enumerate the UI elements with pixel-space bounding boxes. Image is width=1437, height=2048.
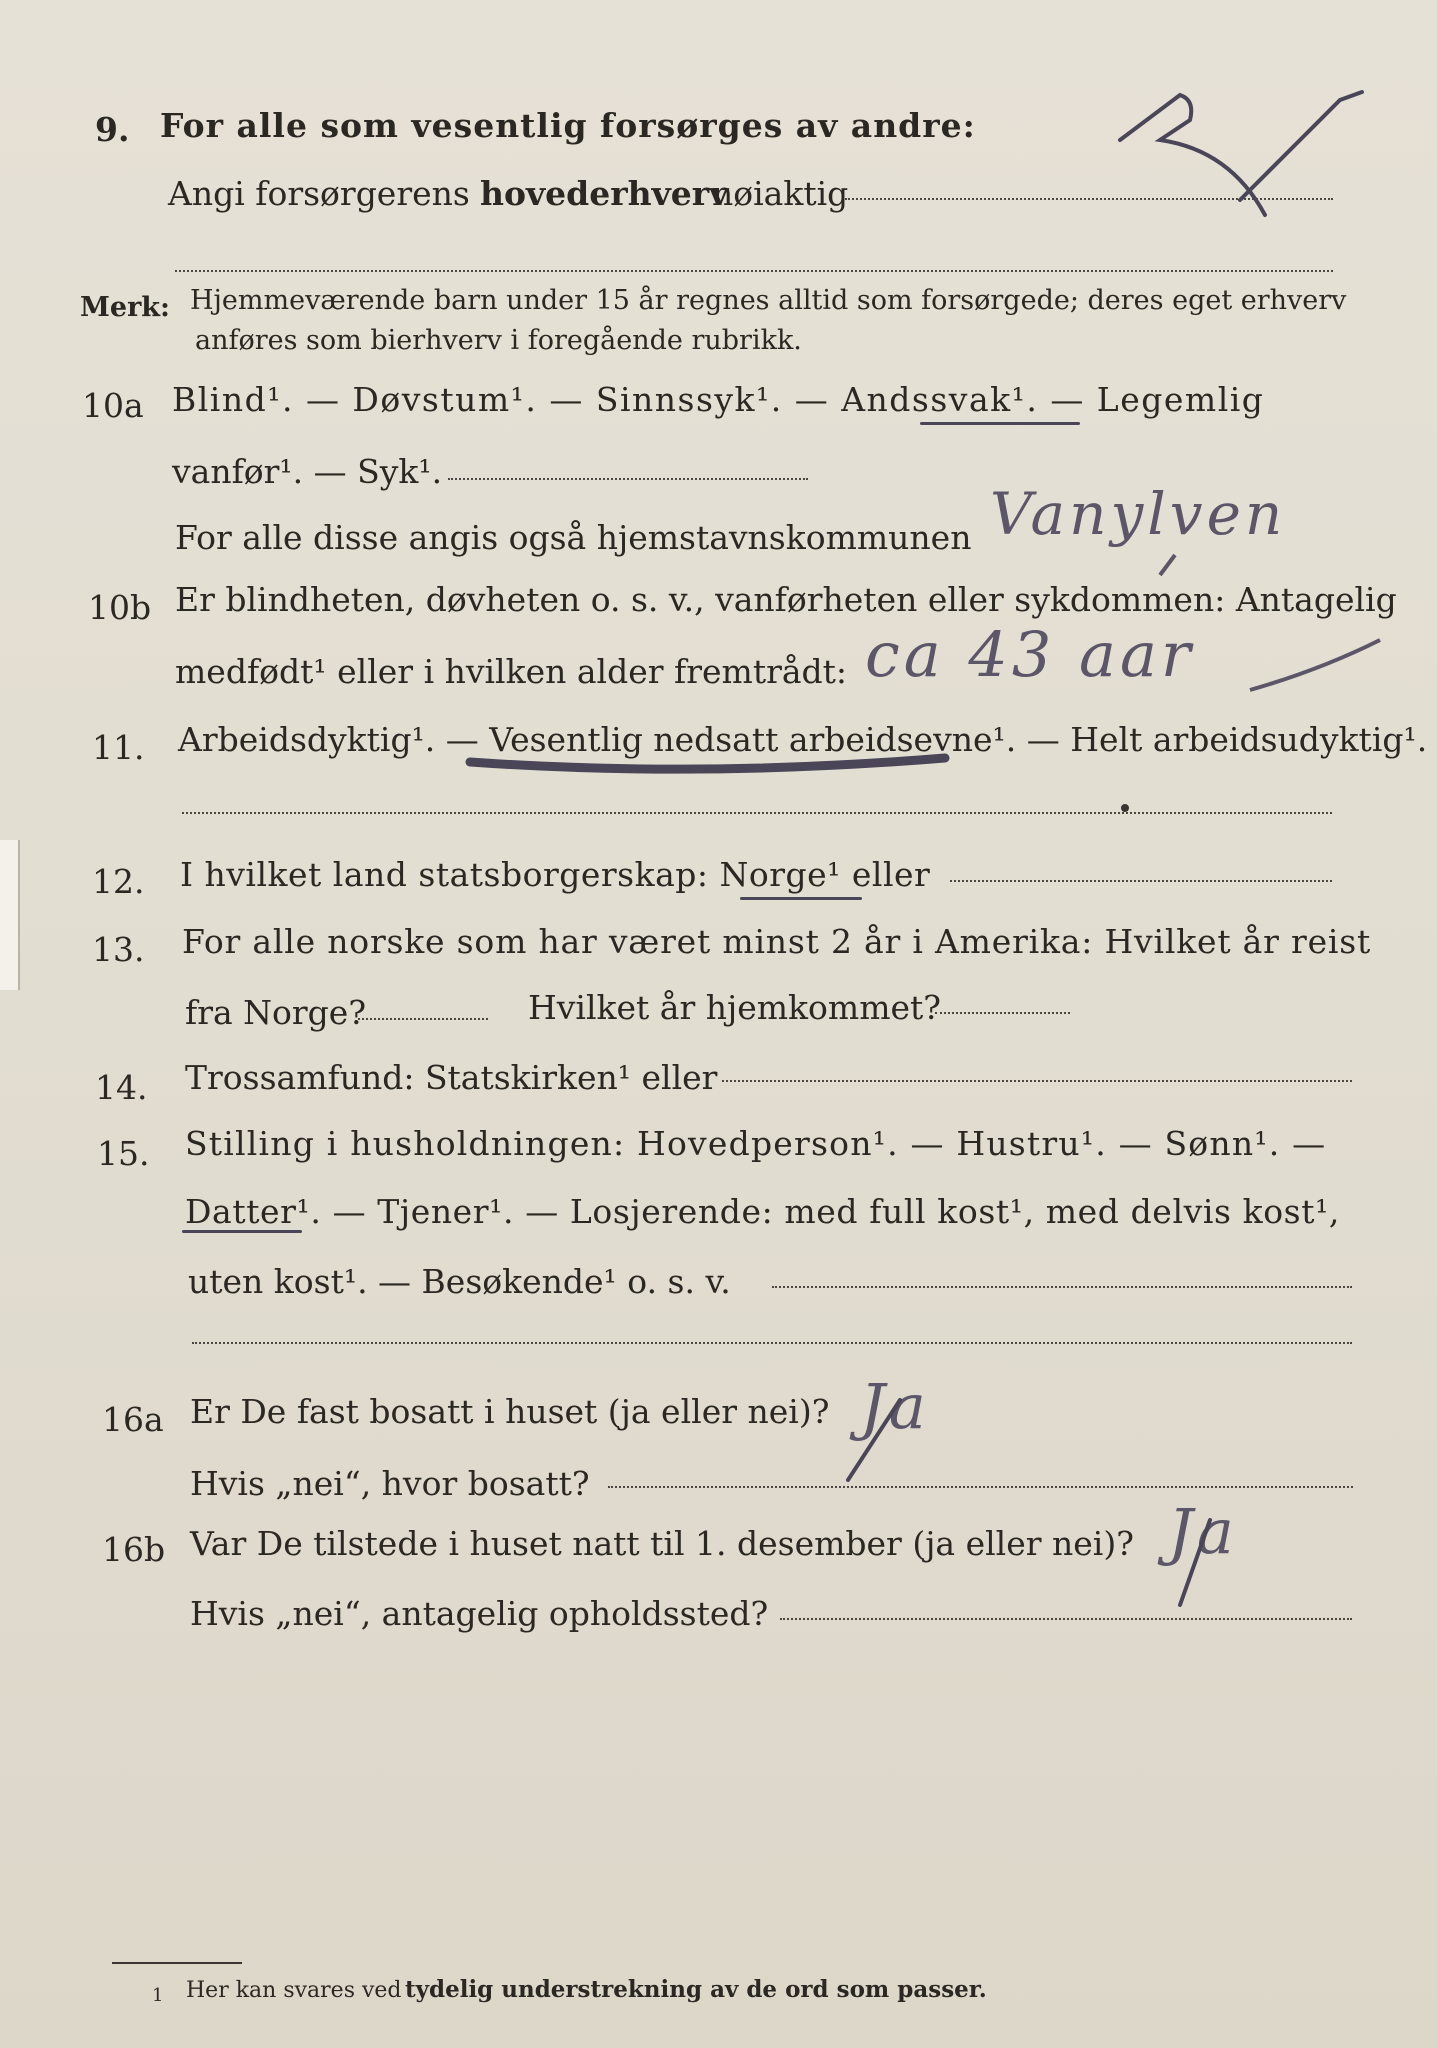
q15-line-3: uten kost¹. — Besøkende¹ o. s. v. [188,1262,731,1301]
q13-line-2a: fra Norge? [185,993,367,1032]
q12-line-1: I hvilket land statsborgerskap: Norge¹ eller [180,855,931,894]
q9-number: 9. [95,110,130,149]
q10a-line-1: Blind¹. — Døvstum¹. — Sinnssyk¹. — Andssvak¹. — Legemlig [172,380,1265,419]
q16b-line-2: Hvis „nei“, antagelig opholdssted? [190,1594,769,1633]
q10b-line-1: Er blindheten, døvheten o. s. v., vanførheten eller sykdommen: Antagelig [175,580,1397,619]
merk-line-2: anføres som bierhverv i foregående rubrikk. [195,325,802,356]
q16b-handwritten-answer: Ja [1168,1495,1238,1568]
q10b-handwritten-answer: ca 43 aar [865,618,1195,691]
q10a-line-3: For alle disse angis også hjemstavnskommunen [175,518,972,557]
q10a-number: 10a [82,386,144,425]
footnote-mark: 1 [152,1985,164,2006]
q9-prompt-a: Angi forsørgerens [168,174,470,213]
merk-label: Merk: [80,292,170,323]
q16b-number: 16b [102,1530,166,1569]
q10a-line-2: vanfør¹. — Syk¹. [172,452,443,491]
q15-line-1: Stilling i husholdningen: Hovedperson¹. — Hustru¹. — Sønn¹. — [185,1124,1327,1163]
q13-line-2b: Hvilket år hjemkommet? [528,988,941,1027]
q16a-line-2: Hvis „nei“, hvor bosatt? [190,1464,590,1503]
q13-line-1: For alle norske som har været minst 2 år i Amerika: Hvilket år reist [182,922,1372,961]
merk-line-1: Hjemmeværende barn under 15 år regnes alltid som forsørgede; deres eget erhverv [190,285,1347,316]
footnote-text-a: Her kan svares ved [186,1978,402,2003]
q13-number: 13. [92,930,145,969]
q9-prompt-b: hovederhverv [480,174,729,213]
q9-crossing-mark [1120,92,1362,215]
q11-underline-nedsatt [470,758,945,769]
q10a-pen-tick [1160,555,1175,575]
footnote-text-b: tydelig understrekning av de ord som passer. [405,1976,987,2003]
q11-ink-dot [1121,804,1129,812]
q12-number: 12. [92,862,145,901]
q16b-line-1: Var De tilstede i huset natt til 1. desember (ja eller nei)? [190,1524,1134,1563]
q15-number: 15. [97,1134,150,1173]
q10b-number: 10b [88,588,152,627]
q10b-flourish [1250,640,1380,690]
q16a-handwritten-answer: Ja [860,1370,930,1443]
q16a-pen-slash [848,1400,900,1480]
q9-title: For alle som vesentlig forsørges av andre: [160,106,976,145]
q9-prompt-c: nøiaktig [712,174,849,213]
q11-line-1: Arbeidsdyktig¹. — Vesentlig nedsatt arbeidsevne¹. — Helt arbeidsudyktig¹. [178,720,1428,759]
q16b-pen-slash [1180,1520,1210,1605]
q15-line-2: Datter¹. — Tjener¹. — Losjerende: med full kost¹, med delvis kost¹, [185,1192,1340,1231]
q16a-number: 16a [102,1400,164,1439]
q10b-line-2: medfødt¹ eller i hvilken alder fremtrådt: [175,652,848,691]
q10a-handwritten-answer: Vanylven [990,480,1287,548]
q16a-line-1: Er De fast bosatt i huset (ja eller nei)? [190,1392,830,1431]
q11-number: 11. [92,728,145,767]
q14-number: 14. [95,1068,148,1107]
q14-line-1: Trossamfund: Statskirken¹ eller [185,1058,718,1097]
